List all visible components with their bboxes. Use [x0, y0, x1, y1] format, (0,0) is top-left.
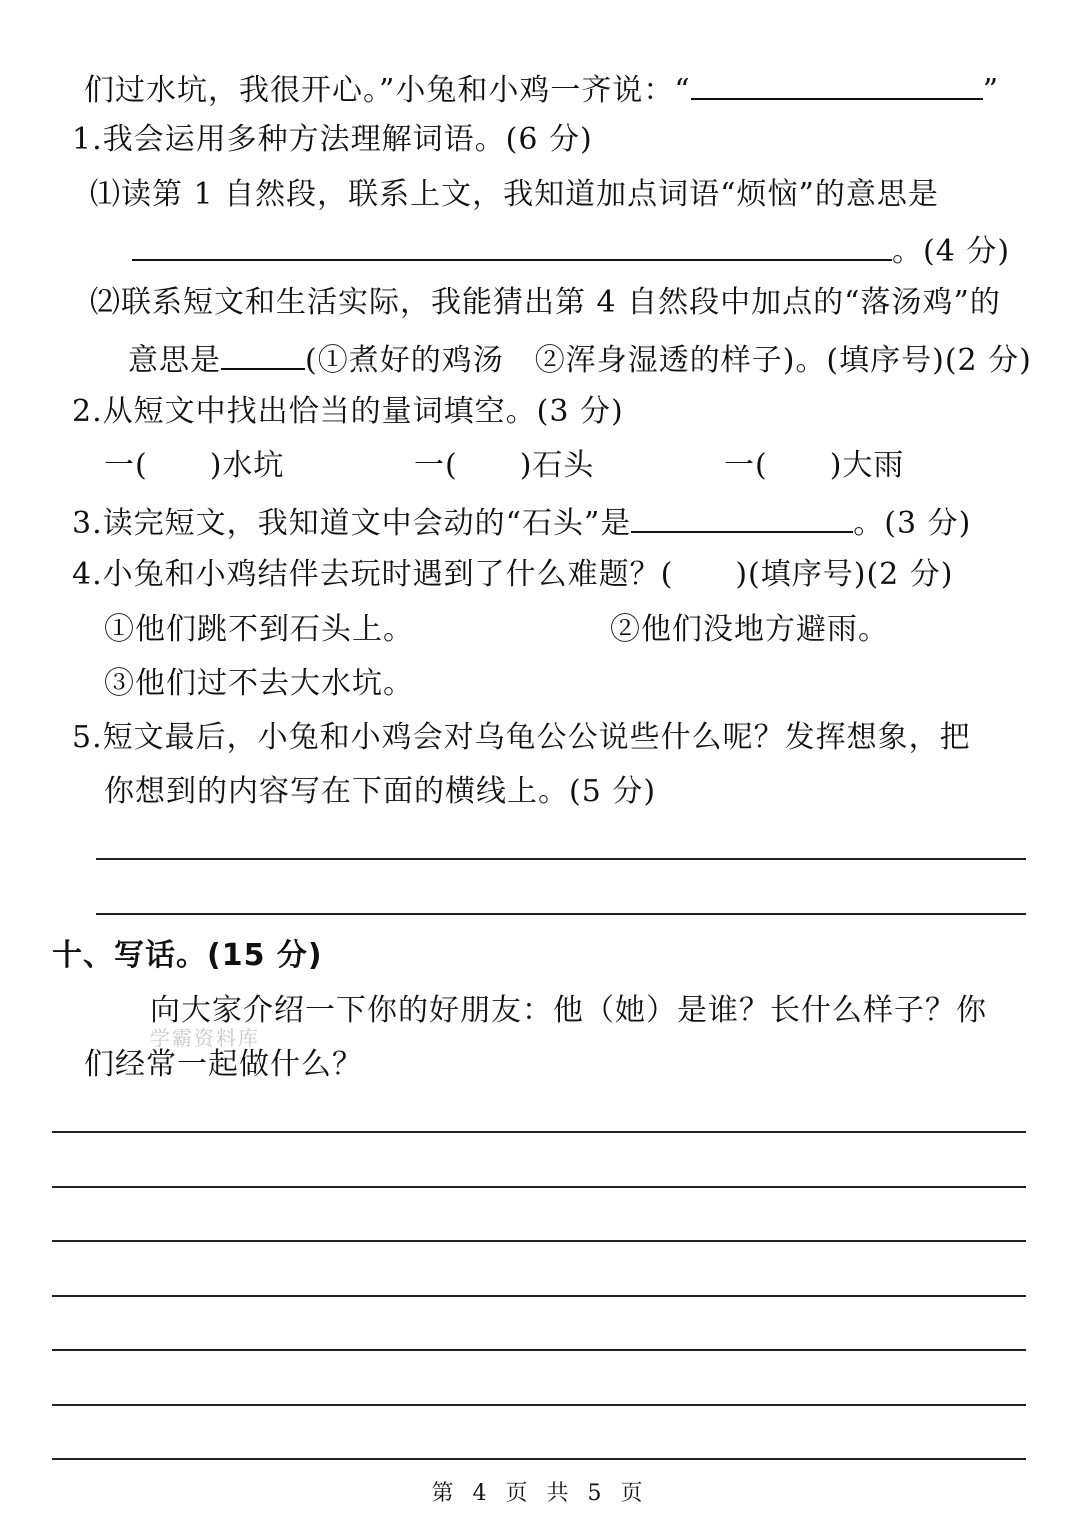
passage-last-line-text: 们过水坑，我很开心。”小兔和小鸡一齐说：“: [84, 73, 691, 108]
question-1-sub1-answer-line: [132, 229, 1010, 272]
page-number: 第 4 页 共 5 页: [431, 1481, 649, 1506]
writing-rule[interactable]: [52, 1186, 1026, 1188]
answer-blank[interactable]: [221, 338, 305, 370]
question-4-option-1: ①他们跳不到石头上。: [104, 612, 414, 647]
answer-rule[interactable]: [96, 913, 1026, 915]
writing-rule[interactable]: [52, 1404, 1026, 1406]
writing-rule[interactable]: [52, 1349, 1026, 1351]
watermark: 学霸资料库: [150, 1026, 260, 1050]
question-1-sub2-line2: [128, 338, 1032, 381]
section-10-prompt-line2: 们经常一起做什么？: [84, 1047, 363, 1082]
answer-rule[interactable]: [96, 858, 1026, 860]
passage-last-line: [84, 68, 999, 111]
writing-rule[interactable]: [52, 1458, 1026, 1460]
section-10-prompt-line1: 向大家介绍一下你的好朋友：他（她）是谁？长什么样子？你: [150, 993, 987, 1028]
answer-blank[interactable]: [691, 68, 983, 100]
question-1-sub1-score: 。(4 分): [892, 234, 1011, 269]
answer-blank[interactable]: [631, 501, 853, 533]
question-4-title: 4.小兔和小鸡结伴去玩时遇到了什么难题？( )(填序号)(2 分): [72, 557, 954, 592]
answer-blank[interactable]: [132, 229, 892, 261]
question-1-sub1: ⑴读第 1 自然段，联系上文，我知道加点词语“烦恼”的意思是: [90, 177, 939, 212]
question-2-item-1[interactable]: 一( )水坑: [104, 448, 285, 483]
question-3-text: 3.读完短文，我知道文中会动的“石头”是: [72, 506, 632, 541]
question-1-sub2-lead: 意思是: [128, 343, 221, 378]
question-1-sub2-line1: ⑵联系短文和生活实际，我能猜出第 4 自然段中加点的“落汤鸡”的: [90, 285, 1001, 320]
question-3: [72, 501, 971, 544]
writing-rule[interactable]: [52, 1131, 1026, 1133]
question-4-option-3: ③他们过不去大水坑。: [104, 666, 414, 701]
question-3-score: 。(3 分): [853, 506, 972, 541]
writing-rule[interactable]: [52, 1295, 1026, 1297]
question-2-item-3[interactable]: 一( )大雨: [724, 448, 905, 483]
closing-quote: ”: [982, 73, 1000, 108]
writing-rule[interactable]: [52, 1240, 1026, 1242]
question-4-option-2: ②他们没地方避雨。: [610, 612, 889, 647]
question-5-line2: 你想到的内容写在下面的横线上。(5 分): [104, 774, 657, 809]
question-2-title: 2.从短文中找出恰当的量词填空。(3 分): [72, 394, 624, 429]
question-2-item-2[interactable]: 一( )石头: [414, 448, 595, 483]
question-5-line1: 5.短文最后，小兔和小鸡会对乌龟公公说些什么呢？发挥想象，把: [72, 720, 971, 755]
question-1-sub2-options: (①煮好的鸡汤 ②浑身湿透的样子)。(填序号)(2 分): [305, 343, 1032, 378]
section-10-title: 十、写话。(15 分): [52, 938, 323, 973]
question-1-title: 1.我会运用多种方法理解词语。(6 分): [72, 122, 593, 157]
